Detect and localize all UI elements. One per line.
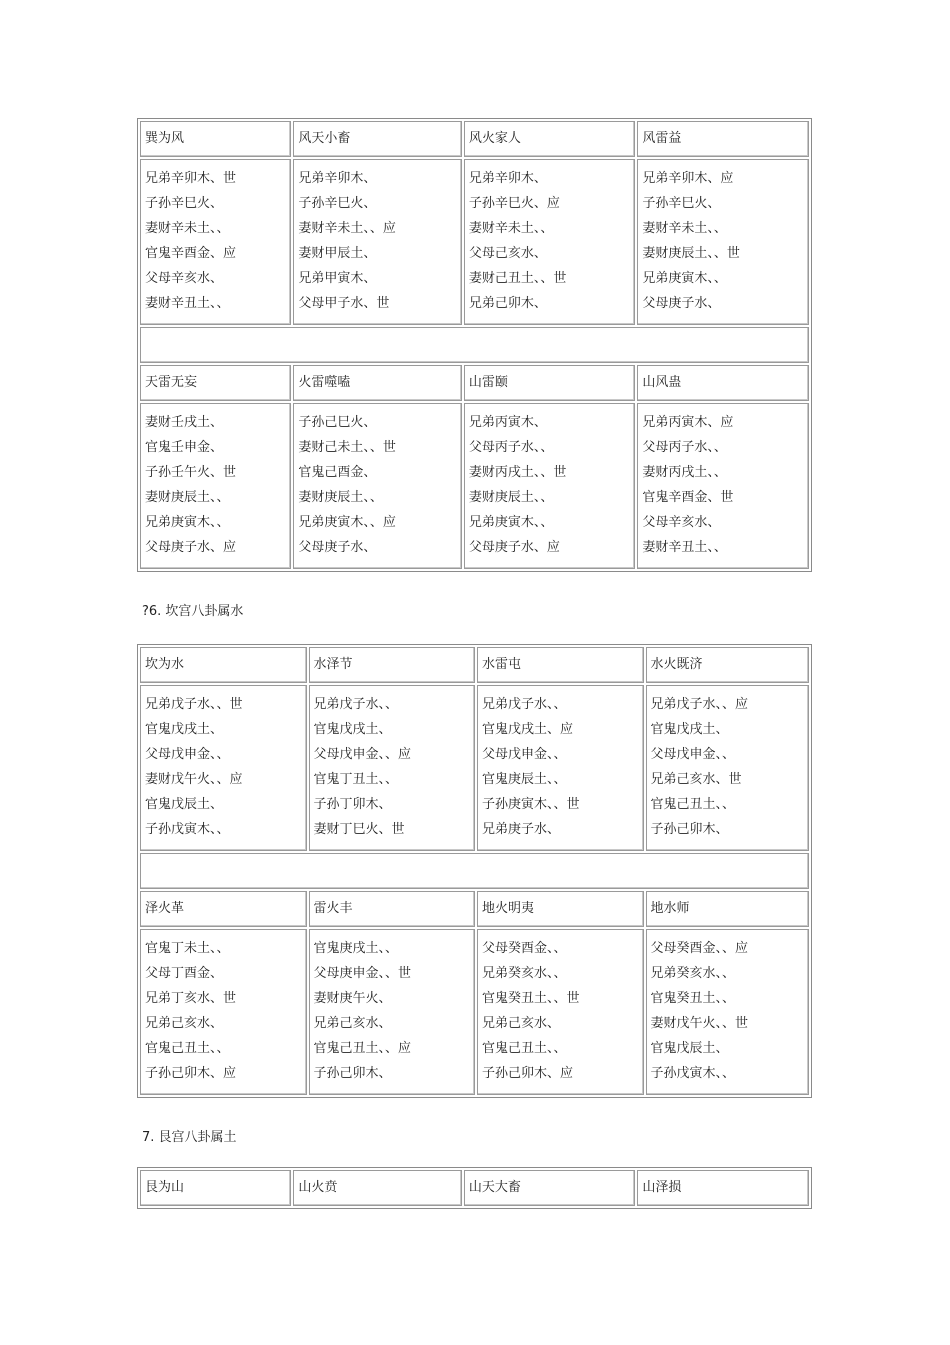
hexagram-lines	[646, 685, 810, 851]
hexagram-lines	[309, 685, 476, 851]
yao-line: 父母庚子水、	[642, 296, 721, 311]
hexagram-name-row	[140, 891, 809, 927]
yao-line: 子孙辛巳火、	[145, 196, 224, 211]
yao-line: 父母戊申金、、	[482, 747, 567, 762]
hexagram-lines	[293, 403, 462, 569]
yao-line: 父母庚子水、应	[468, 540, 560, 555]
hexagram-lines	[646, 929, 810, 1095]
yao-line: 官鬼戊辰土、	[145, 797, 224, 812]
yao-line: 妻财辛未土、、	[145, 221, 230, 236]
hexagram-lines	[140, 403, 291, 569]
yao-line: 官鬼丁未土、、	[145, 941, 230, 956]
section-caption-kan-palace: ?6. 坎宫八卦属水	[142, 604, 244, 619]
yao-line: 兄弟己亥水、	[482, 1016, 561, 1031]
yao-line: 兄弟丙寅木、应	[642, 415, 734, 430]
yao-line: 子孙己卯木、	[650, 822, 729, 837]
yao-line: 兄弟丁亥水、世	[145, 991, 237, 1006]
yao-line: 官鬼己丑土、、应	[313, 1041, 412, 1056]
yao-line: 兄弟癸亥水、、	[482, 966, 567, 981]
hexagram-lines	[309, 929, 476, 1095]
yao-line: 子孙己巳火、	[298, 415, 377, 430]
yao-line: 子孙壬午火、世	[145, 465, 237, 480]
yao-line: 兄弟癸亥水、、	[650, 966, 736, 981]
yao-line: 父母癸酉金、、应	[650, 941, 749, 956]
hexagram-name: 泽火革	[140, 891, 307, 927]
yao-line: 官鬼癸丑土、、	[650, 991, 736, 1006]
hexagram-table-xun-palace	[137, 118, 812, 572]
hexagram-lines	[464, 403, 636, 569]
yao-line: 官鬼戊戌土、	[650, 722, 729, 737]
yao-line: 父母戊申金、、	[650, 747, 736, 762]
hexagram-name-row	[140, 1170, 809, 1206]
spacer-row	[140, 327, 809, 363]
yao-line: 父母庚子水、应	[145, 540, 237, 555]
yao-line: 妻财庚辰土、、	[298, 490, 383, 505]
yao-line: 父母丙子水、、	[468, 440, 554, 455]
yao-line: 兄弟庚寅木、、应	[298, 515, 396, 530]
yao-line: 子孙己卯木、应	[482, 1066, 574, 1081]
yao-line: 官鬼辛酉金、应	[145, 246, 237, 261]
yao-line: 妻财辛丑土、、	[145, 296, 230, 311]
hexagram-name: 山雷颐	[464, 365, 636, 401]
yao-line: 官鬼丁丑土、、	[313, 772, 399, 787]
hexagram-lines-row	[140, 403, 809, 569]
yao-line: 兄弟庚寅木、、	[145, 515, 230, 530]
spacer-row	[140, 853, 809, 889]
hexagram-lines-row	[140, 159, 809, 325]
yao-line: 官鬼己酉金、	[298, 465, 377, 480]
hexagram-lines	[637, 403, 809, 569]
yao-line: 子孙辛巳火、	[642, 196, 721, 211]
hexagram-table-gen-palace	[137, 1167, 812, 1209]
yao-line: 兄弟戊子水、、	[313, 697, 399, 712]
yao-line: 妻财庚辰土、、	[145, 490, 230, 505]
yao-line: 妻财庚辰土、、世	[642, 246, 740, 261]
hexagram-name-row	[140, 121, 809, 157]
yao-line: 兄弟辛卯木、世	[145, 171, 237, 186]
hexagram-lines	[140, 929, 307, 1095]
yao-line: 兄弟戊子水、、	[482, 697, 567, 712]
hexagram-name: 风火家人	[464, 121, 636, 157]
hexagram-name: 艮为山	[140, 1170, 291, 1206]
yao-line: 妻财戊午火、、应	[145, 772, 243, 787]
yao-line: 妻财丙戌土、、世	[468, 465, 567, 480]
yao-line: 妻财庚辰土、、	[468, 490, 554, 505]
hexagram-name: 坎为水	[140, 647, 307, 683]
yao-line: 兄弟戊子水、、应	[650, 697, 749, 712]
yao-line: 兄弟庚寅木、、	[468, 515, 554, 530]
yao-line: 父母戊申金、、	[145, 747, 230, 762]
yao-line: 父母丁酉金、	[145, 966, 224, 981]
yao-line: 子孙己卯木、应	[145, 1066, 237, 1081]
yao-line: 妻财辛丑土、、	[642, 540, 727, 555]
spacer-cell	[140, 327, 809, 363]
yao-line: 妻财庚午火、	[313, 991, 392, 1006]
hexagram-lines	[293, 159, 462, 325]
yao-line: 子孙戊寅木、、	[145, 822, 230, 837]
yao-line: 父母丙子水、、	[642, 440, 727, 455]
yao-line: 父母戊申金、、应	[313, 747, 412, 762]
yao-line: 父母庚子水、	[298, 540, 377, 555]
spacer-cell	[140, 853, 809, 889]
hexagram-name: 巽为风	[140, 121, 291, 157]
yao-line: 妻财己丑土、、世	[468, 271, 567, 286]
hexagram-name-row	[140, 365, 809, 401]
yao-line: 兄弟己亥水、	[313, 1016, 392, 1031]
hexagram-lines-row	[140, 929, 809, 1095]
yao-line: 官鬼辛酉金、世	[642, 490, 734, 505]
yao-line: 官鬼庚戌土、、	[313, 941, 399, 956]
yao-line: 官鬼己丑土、、	[650, 797, 736, 812]
hexagram-name: 天雷无妄	[140, 365, 291, 401]
hexagram-name: 水泽节	[309, 647, 476, 683]
yao-line: 妻财己未土、、世	[298, 440, 396, 455]
yao-line: 官鬼癸丑土、、世	[482, 991, 580, 1006]
hexagram-name: 水雷屯	[477, 647, 644, 683]
hexagram-name: 水火既济	[646, 647, 810, 683]
section-caption-gen-palace: 7. 艮宫八卦属土	[142, 1130, 237, 1145]
yao-line: 父母癸酉金、、	[482, 941, 567, 956]
hexagram-lines	[637, 159, 809, 325]
hexagram-name: 山火贲	[293, 1170, 462, 1206]
yao-line: 兄弟己亥水、世	[650, 772, 742, 787]
yao-line: 子孙丁卯木、	[313, 797, 392, 812]
hexagram-lines	[477, 929, 644, 1095]
hexagram-name: 地水师	[646, 891, 810, 927]
hexagram-lines-row	[140, 685, 809, 851]
yao-line: 兄弟戊子水、、世	[145, 697, 243, 712]
yao-line: 妻财辛未土、、应	[298, 221, 396, 236]
yao-line: 妻财丙戌土、、	[642, 465, 727, 480]
hexagram-lines	[477, 685, 644, 851]
yao-line: 父母辛亥水、	[145, 271, 224, 286]
hexagram-name: 山风蛊	[637, 365, 809, 401]
yao-line: 兄弟甲寅木、	[298, 271, 377, 286]
yao-line: 官鬼庚辰土、、	[482, 772, 567, 787]
yao-line: 子孙己卯木、	[313, 1066, 392, 1081]
yao-line: 兄弟己卯木、	[468, 296, 547, 311]
yao-line: 官鬼戊戌土、	[313, 722, 392, 737]
hexagram-name: 山泽损	[637, 1170, 809, 1206]
yao-line: 子孙辛巳火、应	[468, 196, 560, 211]
hexagram-lines	[464, 159, 636, 325]
yao-line: 妻财壬戌土、	[145, 415, 224, 430]
yao-line: 官鬼己丑土、、	[482, 1041, 567, 1056]
yao-line: 父母庚申金、、世	[313, 966, 412, 981]
yao-line: 子孙戊寅木、、	[650, 1066, 736, 1081]
yao-line: 兄弟己亥水、	[145, 1016, 224, 1031]
yao-line: 子孙庚寅木、、世	[482, 797, 580, 812]
hexagram-name-row	[140, 647, 809, 683]
yao-line: 父母辛亥水、	[642, 515, 721, 530]
hexagram-name: 地火明夷	[477, 891, 644, 927]
hexagram-lines	[140, 685, 307, 851]
yao-line: 妻财辛未土、、	[642, 221, 727, 236]
hexagram-name: 火雷噬嗑	[293, 365, 462, 401]
yao-line: 官鬼己丑土、、	[145, 1041, 230, 1056]
yao-line: 妻财戊午火、、世	[650, 1016, 749, 1031]
hexagram-name: 雷火丰	[309, 891, 476, 927]
yao-line: 妻财辛未土、、	[468, 221, 554, 236]
yao-line: 兄弟辛卯木、	[298, 171, 377, 186]
yao-line: 兄弟庚寅木、、	[642, 271, 727, 286]
yao-line: 父母甲子水、世	[298, 296, 390, 311]
yao-line: 兄弟庚子水、	[482, 822, 561, 837]
yao-line: 妻财甲辰土、	[298, 246, 377, 261]
yao-line: 兄弟辛卯木、应	[642, 171, 734, 186]
yao-line: 官鬼戊辰土、	[650, 1041, 729, 1056]
yao-line: 官鬼戊戌土、	[145, 722, 224, 737]
yao-line: 官鬼戊戌土、应	[482, 722, 574, 737]
hexagram-name: 风雷益	[637, 121, 809, 157]
yao-line: 官鬼壬申金、	[145, 440, 224, 455]
yao-line: 父母己亥水、	[468, 246, 547, 261]
yao-line: 兄弟辛卯木、	[468, 171, 547, 186]
yao-line: 兄弟丙寅木、	[468, 415, 547, 430]
hexagram-table-kan-palace	[137, 644, 812, 1098]
yao-line: 子孙辛巳火、	[298, 196, 377, 211]
hexagram-name: 山天大畜	[464, 1170, 636, 1206]
hexagram-name: 风天小畜	[293, 121, 462, 157]
yao-line: 妻财丁巳火、世	[313, 822, 405, 837]
hexagram-lines	[140, 159, 291, 325]
